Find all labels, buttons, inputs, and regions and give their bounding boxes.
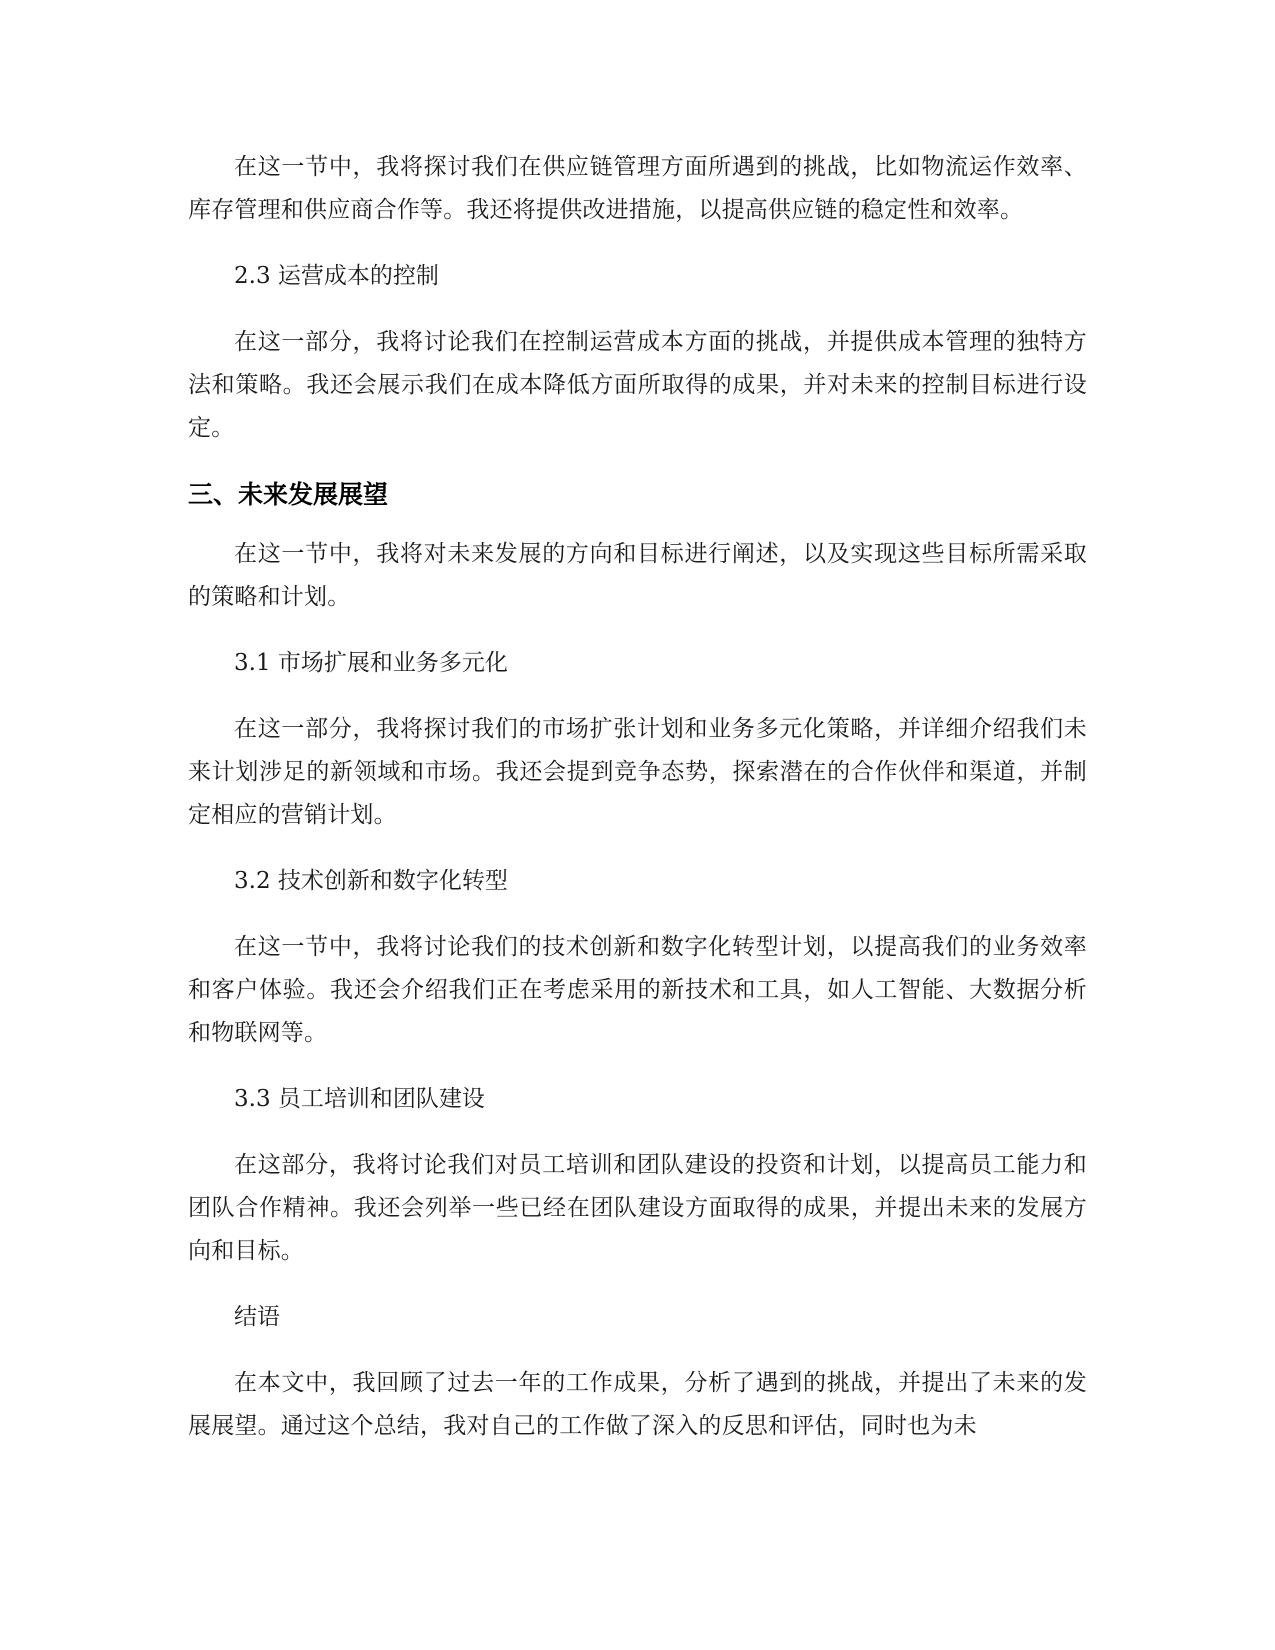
subheading-3-2: 3.2 技术创新和数字化转型 (234, 868, 508, 894)
subheading-conclusion: 结语 (234, 1304, 280, 1330)
paragraph-tech: 在这一节中，我将讨论我们的技术创新和数字化转型计划，以提高我们的业务效率和客户体验。我还会介绍我们正在考虑采用的新技术和工具，如人工智能、大数据分析和物联网等。 (188, 934, 1087, 1046)
document-body (188, 146, 1087, 1471)
subheading-3-3: 3.3 员工培训和团队建设 (234, 1086, 485, 1112)
paragraph-conclusion: 在本文中，我回顾了过去一年的工作成果，分析了遇到的挑战，并提出了未来的发展展望。通过这个总结，我对自己的工作做了深入的反思和评估，同时也为未 (188, 1370, 1087, 1439)
section-heading-3: 三、未来发展展望 (188, 480, 389, 509)
paragraph-cost-control: 在这一部分，我将讨论我们在控制运营成本方面的挑战，并提供成本管理的独特方法和策略。我还会展示我们在成本降低方面所取得的成果，并对未来的控制目标进行设定。 (188, 329, 1087, 441)
paragraph-market: 在这一部分，我将探讨我们的市场扩张计划和业务多元化策略，并详细介绍我们未来计划涉足的新领域和市场。我还会提到竞争态势，探索潜在的合作伙伴和渠道，并制定相应的营销计划。 (188, 716, 1087, 828)
paragraph-training: 在这部分，我将讨论我们对员工培训和团队建设的投资和计划，以提高员工能力和团队合作精神。我还会列举一些已经在团队建设方面取得的成果，并提出未来的发展方向和目标。 (188, 1152, 1087, 1264)
paragraph-supply-chain: 在这一节中，我将探讨我们在供应链管理方面所遇到的挑战，比如物流运作效率、库存管理和供应商合作等。我还将提供改进措施，以提高供应链的稳定性和效率。 (188, 154, 1087, 223)
subheading-3-1: 3.1 市场扩展和业务多元化 (234, 650, 508, 676)
subheading-2-3: 2.3 运营成本的控制 (234, 263, 439, 289)
paragraph-future-intro: 在这一节中，我将对未来发展的方向和目标进行阐述，以及实现这些目标所需采取的策略和计划。 (188, 541, 1087, 610)
